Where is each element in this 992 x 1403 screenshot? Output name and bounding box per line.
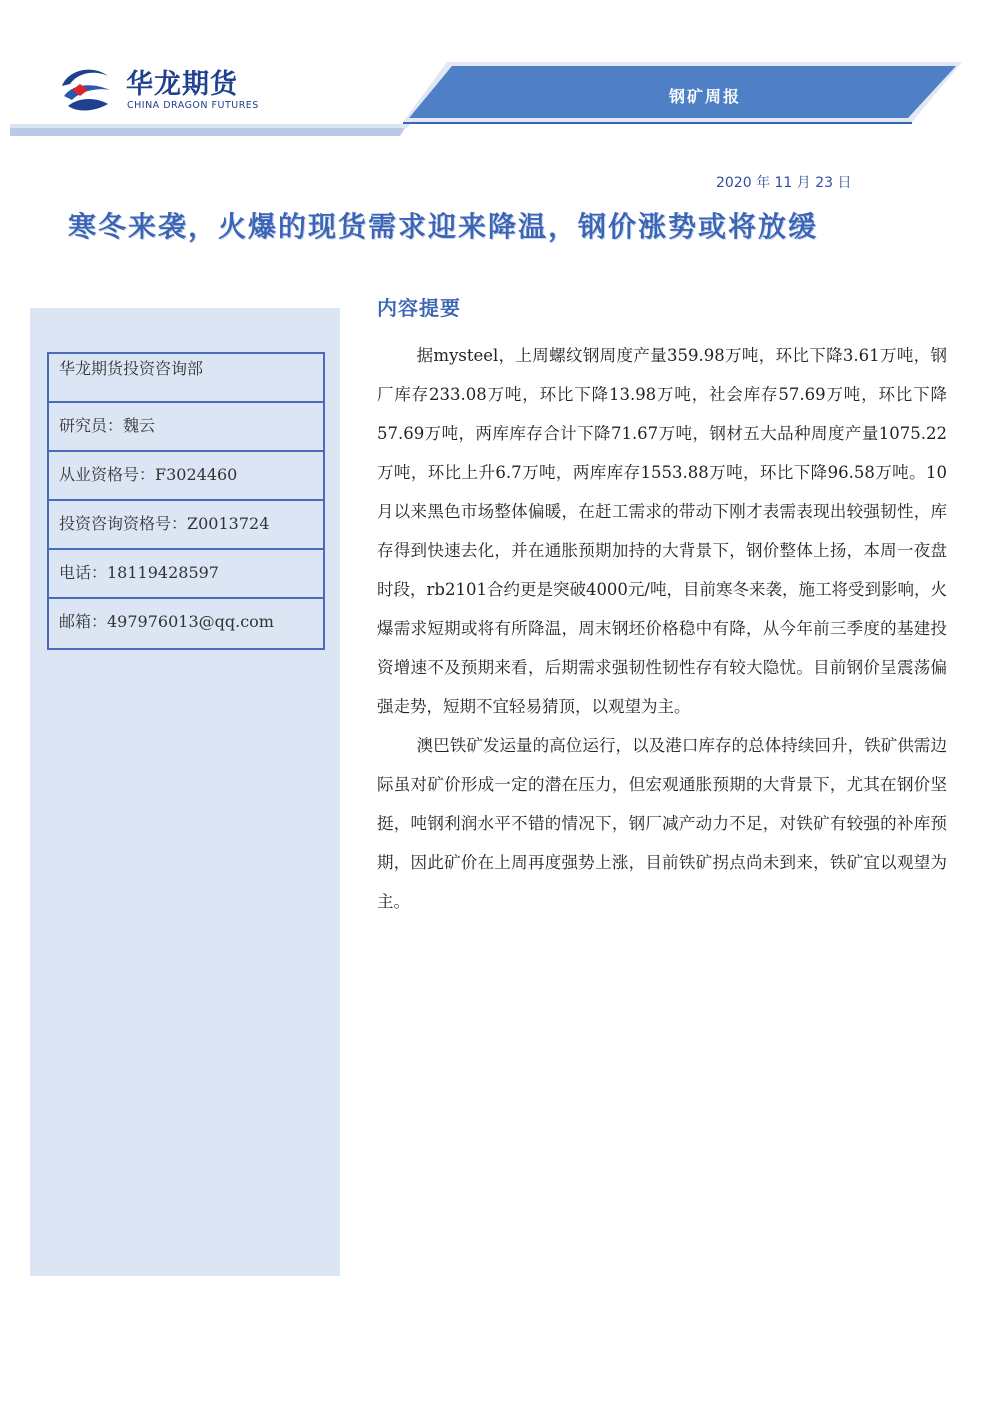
- summary-paragraph-steel: 据mysteel，上周螺纹钢周度产量359.98万吨，环比下降3.61万吨，钢厂库存233.08万吨，环比下降13.98万吨，社会库存57.69万吨，环比下降57.69万吨，两库库存合计下降71.67万吨，钢材五大品种周度产量1075.22万吨，环比上升6.7万吨，两库库存1553.88万吨，环比下降96.58万吨。10月以来黑色市场整体偏暖，在赶工需求的带动下刚才表需表现出较强韧性，库存得到快速去化，并在通胀预期加持的大背景下，钢价整体上扬，本周一夜盘时段，rb2101合约更是突破4000元/吨，目前寒冬来袭，施工将受到影响，火爆需求短期或将有所降温，周末钢坯价格稳中有降，从今年前三季度的基建投资增速不及预期来看，后期需求强韧性韧性存有较大隐忧。目前钢价呈震荡偏强走势，短期不宜轻易猜顶，以观望为主。: [377, 346, 947, 716]
- qualification-number: 从业资格号：F3024460: [49, 452, 323, 501]
- brand-name-en: CHINA DRAGON FUTURES: [127, 100, 259, 111]
- summary-heading: 内容提要: [377, 296, 461, 320]
- analyst-info-box: [47, 352, 325, 650]
- report-type-label: 钢矿周报: [668, 87, 741, 106]
- brand-name-cn: 华龙期货: [126, 69, 238, 100]
- dragon-logo-icon: [58, 62, 114, 118]
- report-date: 2020 年 11 月 23 日: [716, 175, 852, 191]
- summary-paragraph-iron-ore: 澳巴铁矿发运量的高位运行，以及港口库存的总体持续回升，铁矿供需边际虽对矿价形成一定的潜在压力，但宏观通胀预期的大背景下，尤其在钢价坚挺，吨钢利润水平不错的情况下，钢厂减产动力不足，对铁矿有较强的补库预期，因此矿价在上周再度强势上涨，目前铁矿拐点尚未到来，铁矿宜以观望为主。: [377, 736, 947, 911]
- department-label: 华龙期货投资咨询部: [49, 354, 323, 403]
- phone-number: 电话：18119428597: [49, 550, 323, 599]
- summary-content: [377, 336, 947, 921]
- email-address[interactable]: 邮箱：497976013@qq.com: [59, 612, 274, 631]
- researcher-label: 研究员：魏云: [49, 403, 323, 452]
- page-title: 寒冬来袭，火爆的现货需求迎来降温，钢价涨势或将放缓: [68, 210, 819, 243]
- advisory-qualification-number: 投资咨询资格号：Z0013724: [49, 501, 323, 550]
- page-header: [0, 0, 992, 150]
